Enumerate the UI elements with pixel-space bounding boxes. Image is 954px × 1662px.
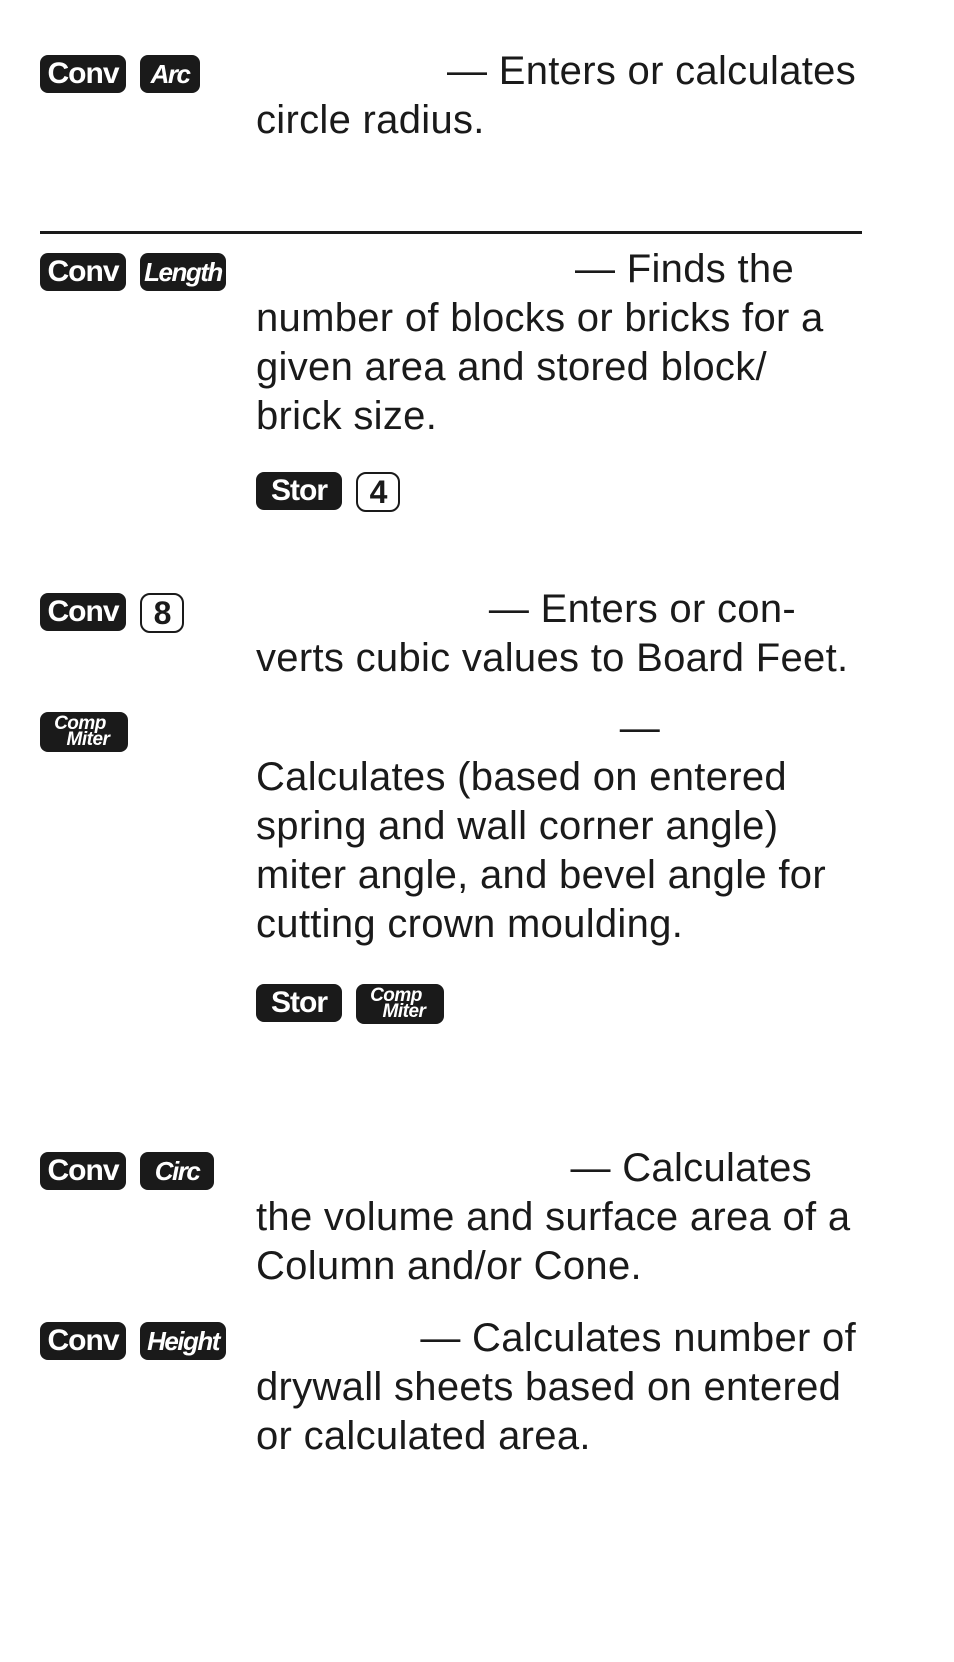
stored-value-keys <box>256 984 444 1024</box>
description <box>256 47 876 145</box>
conv-key: Conv <box>40 253 126 291</box>
comp-miter-key <box>356 984 444 1024</box>
stor-key: Stor <box>256 984 342 1022</box>
key-sequence <box>40 1152 214 1190</box>
key-sequence <box>40 253 226 291</box>
description <box>256 1314 876 1461</box>
height-key: Height <box>140 1322 226 1360</box>
description-first-line: — Enters or calculates <box>447 49 856 93</box>
description <box>256 1144 876 1291</box>
conv-key: Conv <box>40 593 126 631</box>
miter-key-label: Miter <box>66 729 110 750</box>
description <box>256 585 876 683</box>
arc-key: Arc <box>140 55 200 93</box>
description-first-line: — Finds the <box>575 247 794 291</box>
key-sequence <box>40 55 200 93</box>
four-key: 4 <box>356 472 400 512</box>
description-text: drywall sheets based on entered or calculated area. <box>256 1365 842 1458</box>
eight-key: 8 <box>140 593 184 633</box>
description-first-line: — <box>619 706 660 750</box>
description-text: Calculates (based on entered spring and wall corner angle) miter angle, and bevel angle for cutting crown moulding. <box>256 755 826 946</box>
comp-miter-key <box>40 712 128 752</box>
conv-key: Conv <box>40 1322 126 1360</box>
key-sequence <box>40 593 184 633</box>
description <box>256 704 856 949</box>
description <box>256 245 856 441</box>
description-text: circle radius. <box>256 98 485 142</box>
conv-key: Conv <box>40 1152 126 1190</box>
description-first-line: — Enters or con- <box>488 587 796 631</box>
description-first-line: — Calculates <box>570 1146 812 1190</box>
comp-key-label: Comp <box>54 712 106 734</box>
description-text: the volume and surface area of a Column and/or Cone. <box>256 1195 851 1288</box>
stored-value-keys <box>256 472 400 512</box>
section-divider <box>40 231 862 234</box>
description-text: number of blocks or bricks for a given area and stored block/ brick size. <box>256 296 824 438</box>
description-text: verts cubic values to Board Feet. <box>256 636 849 680</box>
stor-key: Stor <box>256 472 342 510</box>
key-sequence <box>40 1322 226 1360</box>
key-sequence <box>40 712 128 752</box>
circ-key: Circ <box>140 1152 214 1190</box>
comp-key-label: Comp <box>370 984 422 1006</box>
conv-key: Conv <box>40 55 126 93</box>
length-key: Length <box>140 253 226 291</box>
description-first-line: — Calculates number of <box>420 1316 856 1360</box>
miter-key-label: Miter <box>382 1001 426 1022</box>
